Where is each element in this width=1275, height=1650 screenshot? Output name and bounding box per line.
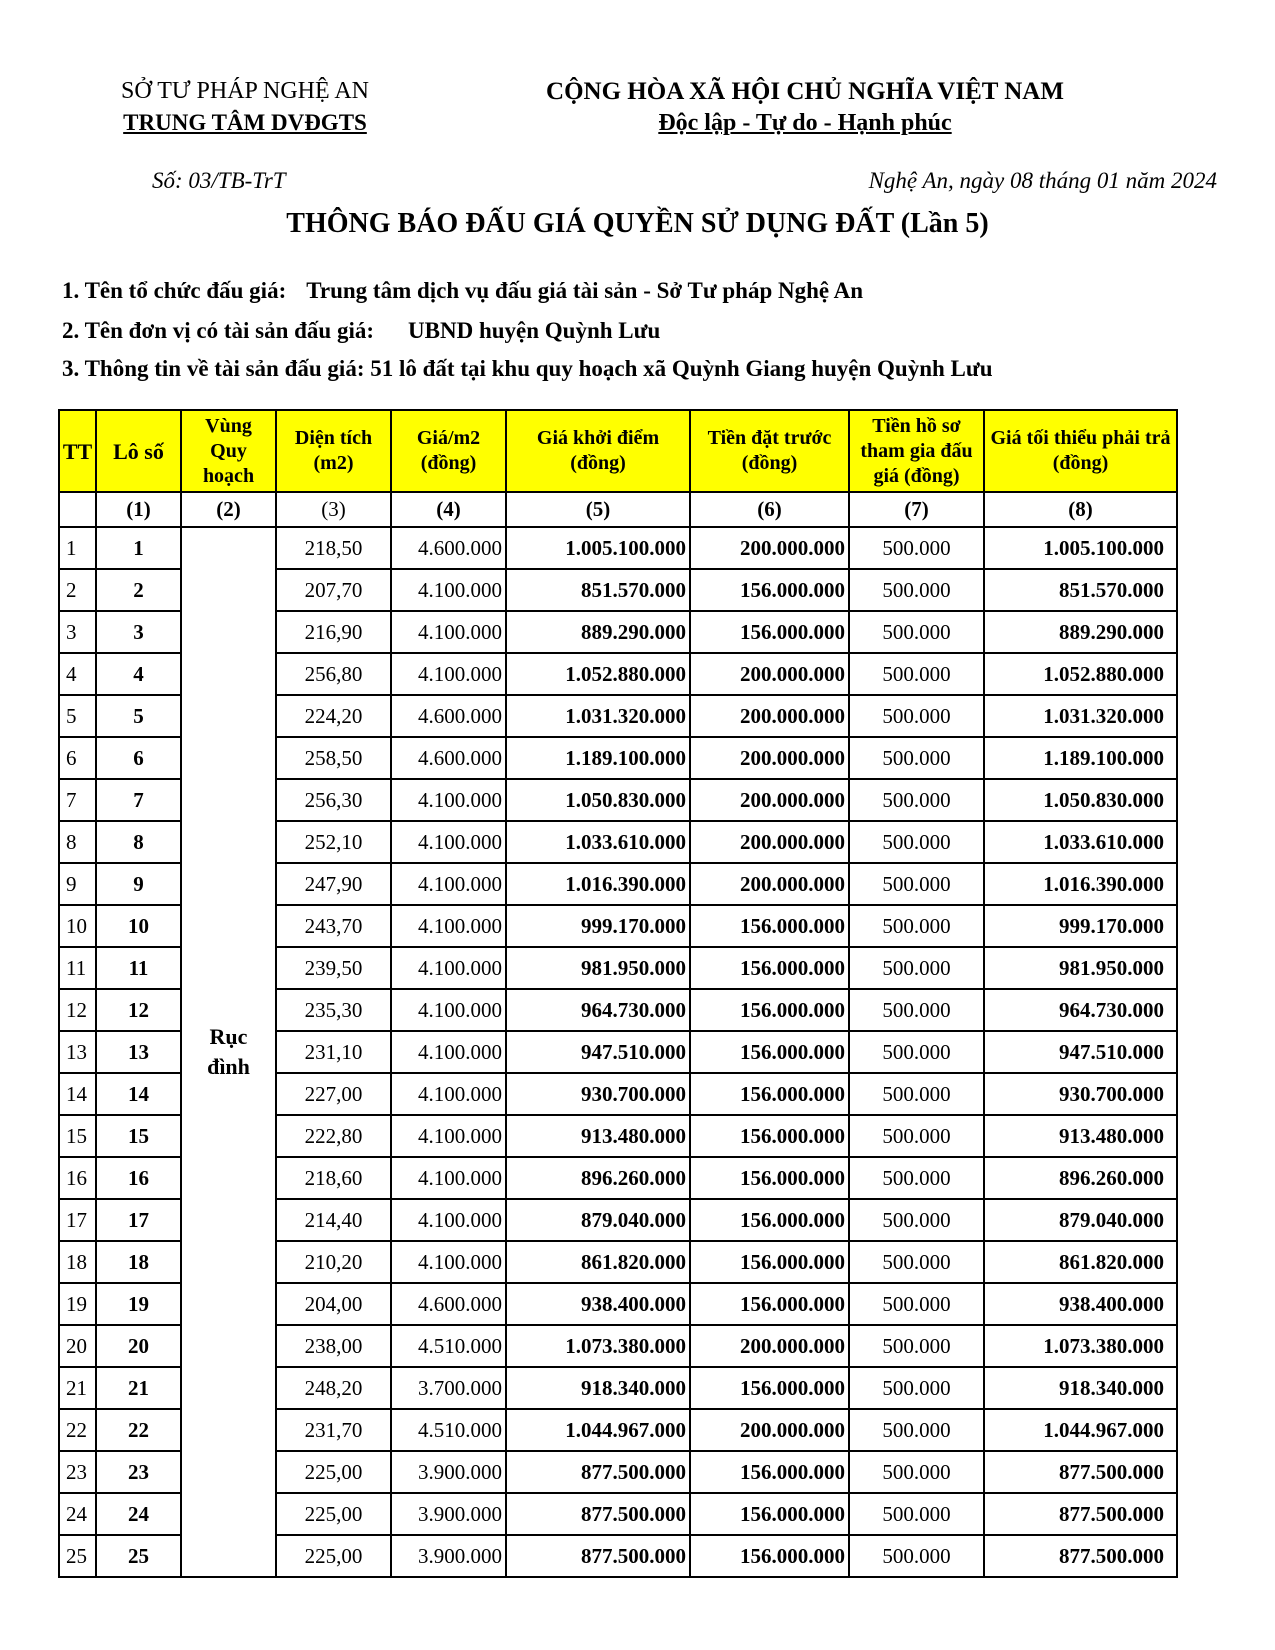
deposit-cell: 200.000.000: [690, 737, 849, 779]
unit-price-cell: 3.900.000: [391, 1535, 506, 1577]
header-cell: TT: [59, 410, 96, 492]
unit-price-cell: 4.100.000: [391, 905, 506, 947]
info-item-1-label: 1. Tên tổ chức đấu giá:: [62, 278, 287, 303]
column-number: [59, 492, 96, 527]
starting-price-cell: 879.040.000: [506, 1199, 690, 1241]
row-number: 1: [59, 527, 96, 569]
minimum-price-cell: 918.340.000: [984, 1367, 1177, 1409]
area-cell: 222,80: [276, 1115, 391, 1157]
unit-price-cell: 4.600.000: [391, 1283, 506, 1325]
row-number: 20: [59, 1325, 96, 1367]
fee-cell: 500.000: [849, 695, 984, 737]
header-cell: Diện tích (m2): [276, 410, 391, 492]
header-cell: Tiền đặt trước (đồng): [690, 410, 849, 492]
area-cell: 214,40: [276, 1199, 391, 1241]
deposit-cell: 156.000.000: [690, 569, 849, 611]
starting-price-cell: 1.050.830.000: [506, 779, 690, 821]
lot-number: 15: [96, 1115, 181, 1157]
area-cell: 227,00: [276, 1073, 391, 1115]
lot-number: 12: [96, 989, 181, 1031]
area-cell: 258,50: [276, 737, 391, 779]
deposit-cell: 200.000.000: [690, 1409, 849, 1451]
starting-price-cell: 1.033.610.000: [506, 821, 690, 863]
unit-price-cell: 4.100.000: [391, 863, 506, 905]
minimum-price-cell: 999.170.000: [984, 905, 1177, 947]
deposit-cell: 156.000.000: [690, 1367, 849, 1409]
minimum-price-cell: 1.044.967.000: [984, 1409, 1177, 1451]
row-number: 12: [59, 989, 96, 1031]
zone-cell: [181, 527, 276, 1577]
lot-number: 19: [96, 1283, 181, 1325]
starting-price-cell: 964.730.000: [506, 989, 690, 1031]
fee-cell: 500.000: [849, 947, 984, 989]
starting-price-cell: 947.510.000: [506, 1031, 690, 1073]
fee-cell: 500.000: [849, 905, 984, 947]
info-item-2-value: UBND huyện Quỳnh Lưu: [408, 318, 661, 343]
header-cell: Giá tối thiểu phải trả (đồng): [984, 410, 1177, 492]
unit-price-cell: 4.510.000: [391, 1409, 506, 1451]
unit-price-cell: 4.100.000: [391, 989, 506, 1031]
deposit-cell: 156.000.000: [690, 1115, 849, 1157]
row-number: 6: [59, 737, 96, 779]
unit-price-cell: 4.600.000: [391, 527, 506, 569]
deposit-cell: 156.000.000: [690, 1493, 849, 1535]
document-number: Số: 03/TB-TrT: [152, 168, 286, 193]
area-cell: 225,00: [276, 1451, 391, 1493]
fee-cell: 500.000: [849, 989, 984, 1031]
row-number: 11: [59, 947, 96, 989]
lot-number: 11: [96, 947, 181, 989]
minimum-price-cell: 1.073.380.000: [984, 1325, 1177, 1367]
unit-price-cell: 4.600.000: [391, 737, 506, 779]
info-item-1: [62, 278, 863, 304]
header-cell: Tiền hồ sơ tham gia đấu giá (đồng): [849, 410, 984, 492]
fee-cell: 500.000: [849, 1367, 984, 1409]
unit-price-cell: 4.100.000: [391, 1073, 506, 1115]
column-number-row: [59, 492, 1177, 527]
unit-price-cell: 4.100.000: [391, 1241, 506, 1283]
area-cell: 238,00: [276, 1325, 391, 1367]
column-number: (3): [276, 492, 391, 527]
fee-cell: 500.000: [849, 1409, 984, 1451]
minimum-price-cell: 877.500.000: [984, 1451, 1177, 1493]
fee-cell: 500.000: [849, 779, 984, 821]
area-cell: 225,00: [276, 1535, 391, 1577]
lot-number: 17: [96, 1199, 181, 1241]
lot-number: 24: [96, 1493, 181, 1535]
row-number: 10: [59, 905, 96, 947]
row-number: 19: [59, 1283, 96, 1325]
lot-number: 5: [96, 695, 181, 737]
row-number: 22: [59, 1409, 96, 1451]
row-number: 21: [59, 1367, 96, 1409]
lot-number: 1: [96, 527, 181, 569]
lot-number: 23: [96, 1451, 181, 1493]
nation-motto: [520, 110, 1090, 137]
lot-number: 2: [96, 569, 181, 611]
starting-price-cell: 1.044.967.000: [506, 1409, 690, 1451]
fee-cell: 500.000: [849, 1535, 984, 1577]
area-cell: 248,20: [276, 1367, 391, 1409]
area-cell: 247,90: [276, 863, 391, 905]
starting-price-cell: 938.400.000: [506, 1283, 690, 1325]
lot-number: 9: [96, 863, 181, 905]
row-number: 9: [59, 863, 96, 905]
lot-number: 7: [96, 779, 181, 821]
minimum-price-cell: 947.510.000: [984, 1031, 1177, 1073]
minimum-price-cell: 913.480.000: [984, 1115, 1177, 1157]
area-cell: 256,30: [276, 779, 391, 821]
starting-price-cell: 981.950.000: [506, 947, 690, 989]
header-cell: Lô số: [96, 410, 181, 492]
deposit-cell: 200.000.000: [690, 653, 849, 695]
starting-price-cell: 1.052.880.000: [506, 653, 690, 695]
minimum-price-cell: 889.290.000: [984, 611, 1177, 653]
fee-cell: 500.000: [849, 863, 984, 905]
fee-cell: 500.000: [849, 1283, 984, 1325]
minimum-price-cell: 981.950.000: [984, 947, 1177, 989]
unit-price-cell: 4.100.000: [391, 779, 506, 821]
area-cell: 218,50: [276, 527, 391, 569]
info-item-1-value: Trung tâm dịch vụ đấu giá tài sản - Sở Tư pháp Nghệ An: [306, 278, 863, 303]
deposit-cell: 200.000.000: [690, 695, 849, 737]
row-number: 24: [59, 1493, 96, 1535]
deposit-cell: 200.000.000: [690, 1325, 849, 1367]
unit-price-cell: 4.100.000: [391, 569, 506, 611]
deposit-cell: 156.000.000: [690, 1199, 849, 1241]
lot-number: 18: [96, 1241, 181, 1283]
zone-label: Rục đình: [207, 1024, 250, 1079]
org-unit-text: TRUNG TÂM DVĐGTS: [123, 110, 367, 135]
column-number: (6): [690, 492, 849, 527]
row-number: 3: [59, 611, 96, 653]
deposit-cell: 156.000.000: [690, 989, 849, 1031]
starting-price-cell: 1.016.390.000: [506, 863, 690, 905]
minimum-price-cell: 877.500.000: [984, 1535, 1177, 1577]
unit-price-cell: 4.100.000: [391, 1031, 506, 1073]
lot-number: 6: [96, 737, 181, 779]
header-cell: Giá khởi điểm (đồng): [506, 410, 690, 492]
fee-cell: 500.000: [849, 1325, 984, 1367]
starting-price-cell: 877.500.000: [506, 1493, 690, 1535]
minimum-price-cell: 1.052.880.000: [984, 653, 1177, 695]
lot-number: 8: [96, 821, 181, 863]
area-cell: 256,80: [276, 653, 391, 695]
minimum-price-cell: 896.260.000: [984, 1157, 1177, 1199]
minimum-price-cell: 879.040.000: [984, 1199, 1177, 1241]
fee-cell: 500.000: [849, 737, 984, 779]
starting-price-cell: 1.189.100.000: [506, 737, 690, 779]
row-number: 4: [59, 653, 96, 695]
deposit-cell: 156.000.000: [690, 905, 849, 947]
starting-price-cell: 930.700.000: [506, 1073, 690, 1115]
minimum-price-cell: 1.031.320.000: [984, 695, 1177, 737]
deposit-cell: 156.000.000: [690, 1073, 849, 1115]
area-cell: 224,20: [276, 695, 391, 737]
info-item-2: [62, 318, 660, 344]
info-item-2-label: 2. Tên đơn vị có tài sản đấu giá:: [62, 318, 375, 343]
deposit-cell: 200.000.000: [690, 527, 849, 569]
starting-price-cell: 918.340.000: [506, 1367, 690, 1409]
lot-number: 4: [96, 653, 181, 695]
starting-price-cell: 851.570.000: [506, 569, 690, 611]
unit-price-cell: 3.900.000: [391, 1451, 506, 1493]
starting-price-cell: 889.290.000: [506, 611, 690, 653]
area-cell: 225,00: [276, 1493, 391, 1535]
area-cell: 243,70: [276, 905, 391, 947]
unit-price-cell: 4.100.000: [391, 1115, 506, 1157]
unit-price-cell: 4.100.000: [391, 653, 506, 695]
deposit-cell: 156.000.000: [690, 1451, 849, 1493]
row-number: 16: [59, 1157, 96, 1199]
fee-cell: 500.000: [849, 821, 984, 863]
deposit-cell: 156.000.000: [690, 1157, 849, 1199]
area-cell: 216,90: [276, 611, 391, 653]
row-number: 13: [59, 1031, 96, 1073]
fee-cell: 500.000: [849, 569, 984, 611]
table-header-row: [59, 410, 1177, 492]
row-number: 14: [59, 1073, 96, 1115]
table-row: [59, 527, 1177, 569]
lot-number: 20: [96, 1325, 181, 1367]
starting-price-cell: 1.005.100.000: [506, 527, 690, 569]
minimum-price-cell: 861.820.000: [984, 1241, 1177, 1283]
minimum-price-cell: 930.700.000: [984, 1073, 1177, 1115]
starting-price-cell: 999.170.000: [506, 905, 690, 947]
deposit-cell: 156.000.000: [690, 947, 849, 989]
column-number: (1): [96, 492, 181, 527]
unit-price-cell: 3.900.000: [391, 1493, 506, 1535]
fee-cell: 500.000: [849, 1199, 984, 1241]
deposit-cell: 156.000.000: [690, 1535, 849, 1577]
column-number: (2): [181, 492, 276, 527]
row-number: 18: [59, 1241, 96, 1283]
minimum-price-cell: 1.005.100.000: [984, 527, 1177, 569]
unit-price-cell: 4.510.000: [391, 1325, 506, 1367]
minimum-price-cell: 851.570.000: [984, 569, 1177, 611]
minimum-price-cell: 1.189.100.000: [984, 737, 1177, 779]
area-cell: 204,00: [276, 1283, 391, 1325]
column-number: (5): [506, 492, 690, 527]
starting-price-cell: 1.031.320.000: [506, 695, 690, 737]
unit-price-cell: 3.700.000: [391, 1367, 506, 1409]
row-number: 2: [59, 569, 96, 611]
auction-table: [58, 409, 1178, 1578]
fee-cell: 500.000: [849, 1073, 984, 1115]
area-cell: 231,70: [276, 1409, 391, 1451]
nation-motto-text: Độc lập - Tự do - Hạnh phúc: [658, 110, 952, 136]
deposit-cell: 156.000.000: [690, 1241, 849, 1283]
starting-price-cell: 896.260.000: [506, 1157, 690, 1199]
unit-price-cell: 4.100.000: [391, 947, 506, 989]
area-cell: 207,70: [276, 569, 391, 611]
fee-cell: 500.000: [849, 1241, 984, 1283]
minimum-price-cell: 938.400.000: [984, 1283, 1177, 1325]
page-title: THÔNG BÁO ĐẤU GIÁ QUYỀN SỬ DỤNG ĐẤT (Lần 5): [286, 208, 989, 239]
column-number: (4): [391, 492, 506, 527]
lot-number: 21: [96, 1367, 181, 1409]
org-unit: [60, 110, 430, 136]
deposit-cell: 156.000.000: [690, 611, 849, 653]
unit-price-cell: 4.100.000: [391, 611, 506, 653]
info-item-3: 3. Thông tin về tài sản đấu giá: 51 lô đất tại khu quy hoạch xã Quỳnh Giang huyện Quỳnh Lưu: [62, 356, 993, 381]
row-number: 7: [59, 779, 96, 821]
deposit-cell: 156.000.000: [690, 1283, 849, 1325]
row-number: 23: [59, 1451, 96, 1493]
area-cell: 231,10: [276, 1031, 391, 1073]
lot-number: 3: [96, 611, 181, 653]
deposit-cell: 156.000.000: [690, 1031, 849, 1073]
minimum-price-cell: 877.500.000: [984, 1493, 1177, 1535]
deposit-cell: 200.000.000: [690, 863, 849, 905]
org-name: SỞ TƯ PHÁP NGHỆ AN: [121, 78, 369, 104]
column-number: (8): [984, 492, 1177, 527]
area-cell: 252,10: [276, 821, 391, 863]
header-cell: Vùng Quy hoạch: [181, 410, 276, 492]
starting-price-cell: 1.073.380.000: [506, 1325, 690, 1367]
place-date: Nghệ An, ngày 08 tháng 01 năm 2024: [868, 168, 1217, 193]
unit-price-cell: 4.100.000: [391, 821, 506, 863]
fee-cell: 500.000: [849, 1451, 984, 1493]
lot-number: 10: [96, 905, 181, 947]
minimum-price-cell: 1.016.390.000: [984, 863, 1177, 905]
unit-price-cell: 4.100.000: [391, 1199, 506, 1241]
area-cell: 210,20: [276, 1241, 391, 1283]
minimum-price-cell: 1.050.830.000: [984, 779, 1177, 821]
minimum-price-cell: 1.033.610.000: [984, 821, 1177, 863]
deposit-cell: 200.000.000: [690, 821, 849, 863]
lot-number: 22: [96, 1409, 181, 1451]
fee-cell: 500.000: [849, 1031, 984, 1073]
row-number: 15: [59, 1115, 96, 1157]
lot-number: 14: [96, 1073, 181, 1115]
fee-cell: 500.000: [849, 527, 984, 569]
deposit-cell: 200.000.000: [690, 779, 849, 821]
starting-price-cell: 877.500.000: [506, 1535, 690, 1577]
area-cell: 218,60: [276, 1157, 391, 1199]
row-number: 8: [59, 821, 96, 863]
fee-cell: 500.000: [849, 653, 984, 695]
starting-price-cell: 877.500.000: [506, 1451, 690, 1493]
unit-price-cell: 4.100.000: [391, 1157, 506, 1199]
fee-cell: 500.000: [849, 1157, 984, 1199]
nation-title: CỘNG HÒA XÃ HỘI CHỦ NGHĨA VIỆT NAM: [546, 78, 1064, 105]
row-number: 5: [59, 695, 96, 737]
area-cell: 239,50: [276, 947, 391, 989]
minimum-price-cell: 964.730.000: [984, 989, 1177, 1031]
fee-cell: 500.000: [849, 611, 984, 653]
lot-number: 25: [96, 1535, 181, 1577]
lot-number: 16: [96, 1157, 181, 1199]
header-cell: Giá/m2 (đồng): [391, 410, 506, 492]
starting-price-cell: 861.820.000: [506, 1241, 690, 1283]
area-cell: 235,30: [276, 989, 391, 1031]
unit-price-cell: 4.600.000: [391, 695, 506, 737]
fee-cell: 500.000: [849, 1115, 984, 1157]
column-number: (7): [849, 492, 984, 527]
lot-number: 13: [96, 1031, 181, 1073]
row-number: 25: [59, 1535, 96, 1577]
row-number: 17: [59, 1199, 96, 1241]
starting-price-cell: 913.480.000: [506, 1115, 690, 1157]
fee-cell: 500.000: [849, 1493, 984, 1535]
